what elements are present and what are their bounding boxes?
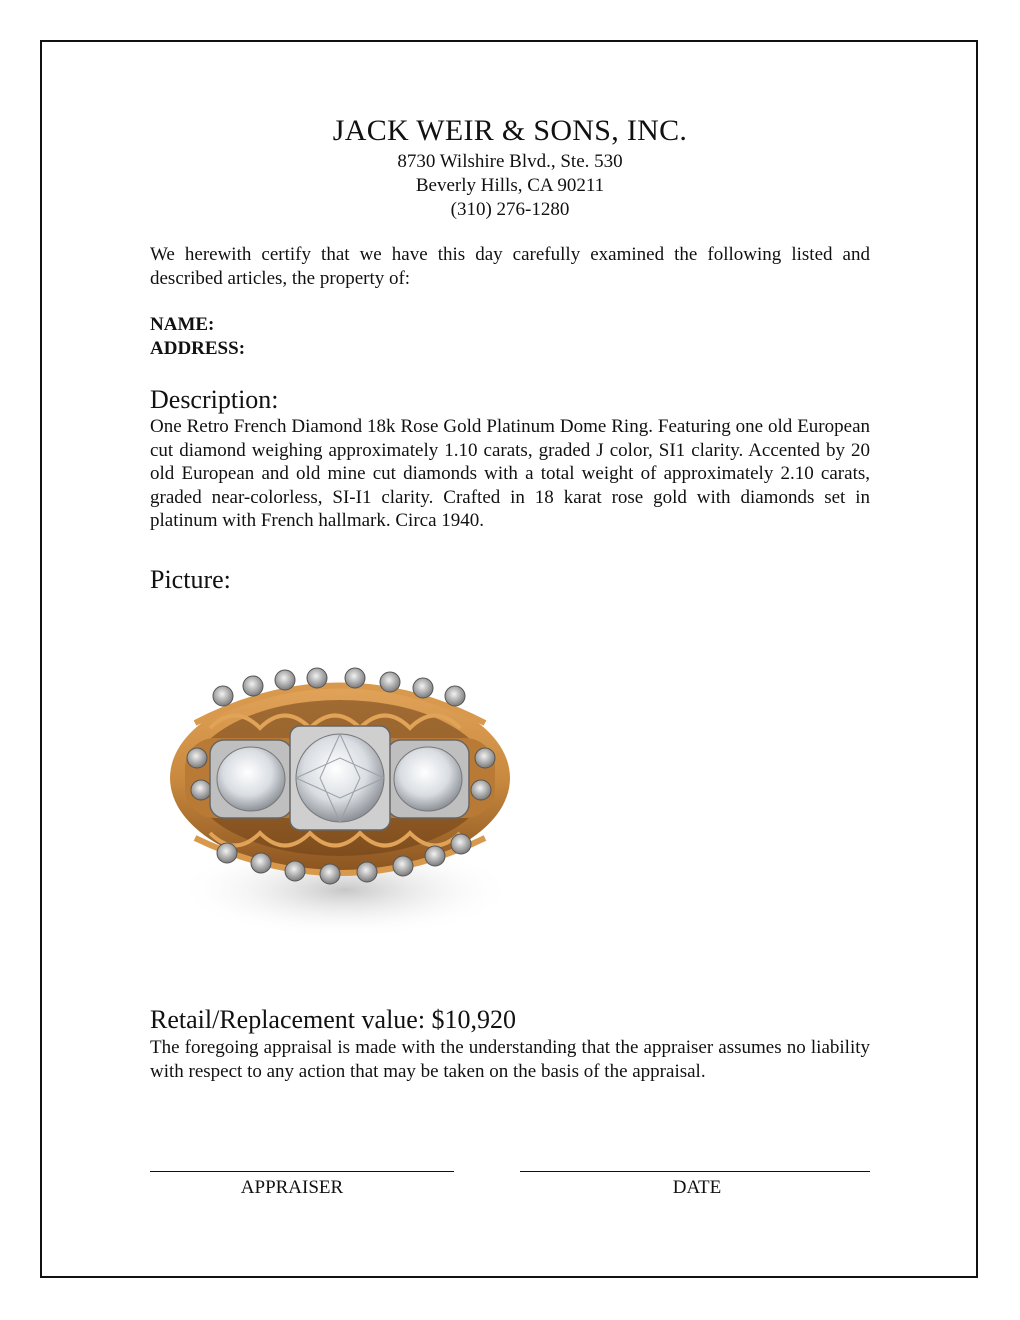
value-heading: Retail/Replacement value: $10,920 — [150, 1005, 517, 1034]
company-address-line1: 8730 Wilshire Blvd., Ste. 530 — [397, 151, 623, 172]
company-name: JACK WEIR & SONS, INC. — [332, 114, 688, 147]
appraiser-label: APPRAISER — [240, 1177, 344, 1198]
letterhead — [0, 112, 1020, 222]
picture-heading: Picture: — [150, 565, 231, 594]
date-label: DATE — [672, 1177, 722, 1198]
description-heading: Description: — [150, 385, 279, 414]
disclaimer-text: The foregoing appraisal is made with the understanding that the appraiser assumes no liability with respect to any action that may be taken on the basis of the appraisal. — [150, 1037, 870, 1082]
certification-text: We herewith certify that we have this day carefully examined the following listed and described articles, the property of: — [150, 244, 870, 289]
description-text: One Retro French Diamond 18k Rose Gold Platinum Dome Ring. Featuring one old European cut diamond weighing approximately 1.10 carats, graded J color, SI1 clarity. Accented by 20 old European and old mine cut diamonds with a total weight of approximately 2.10 carats, graded near-colorless, SI-I1 clarity. Crafted in 18 karat rose gold with diamonds set in platinum with French hallmark. Circa 1940. — [150, 416, 870, 531]
company-address-line2: Beverly Hills, CA 90211 — [415, 175, 605, 196]
date-signature-line — [520, 1171, 870, 1172]
address-label: ADDRESS: — [150, 338, 246, 359]
company-phone: (310) 276-1280 — [450, 199, 570, 220]
appraiser-signature-line — [150, 1171, 454, 1172]
ring-image — [155, 628, 535, 948]
name-label: NAME: — [150, 314, 215, 335]
